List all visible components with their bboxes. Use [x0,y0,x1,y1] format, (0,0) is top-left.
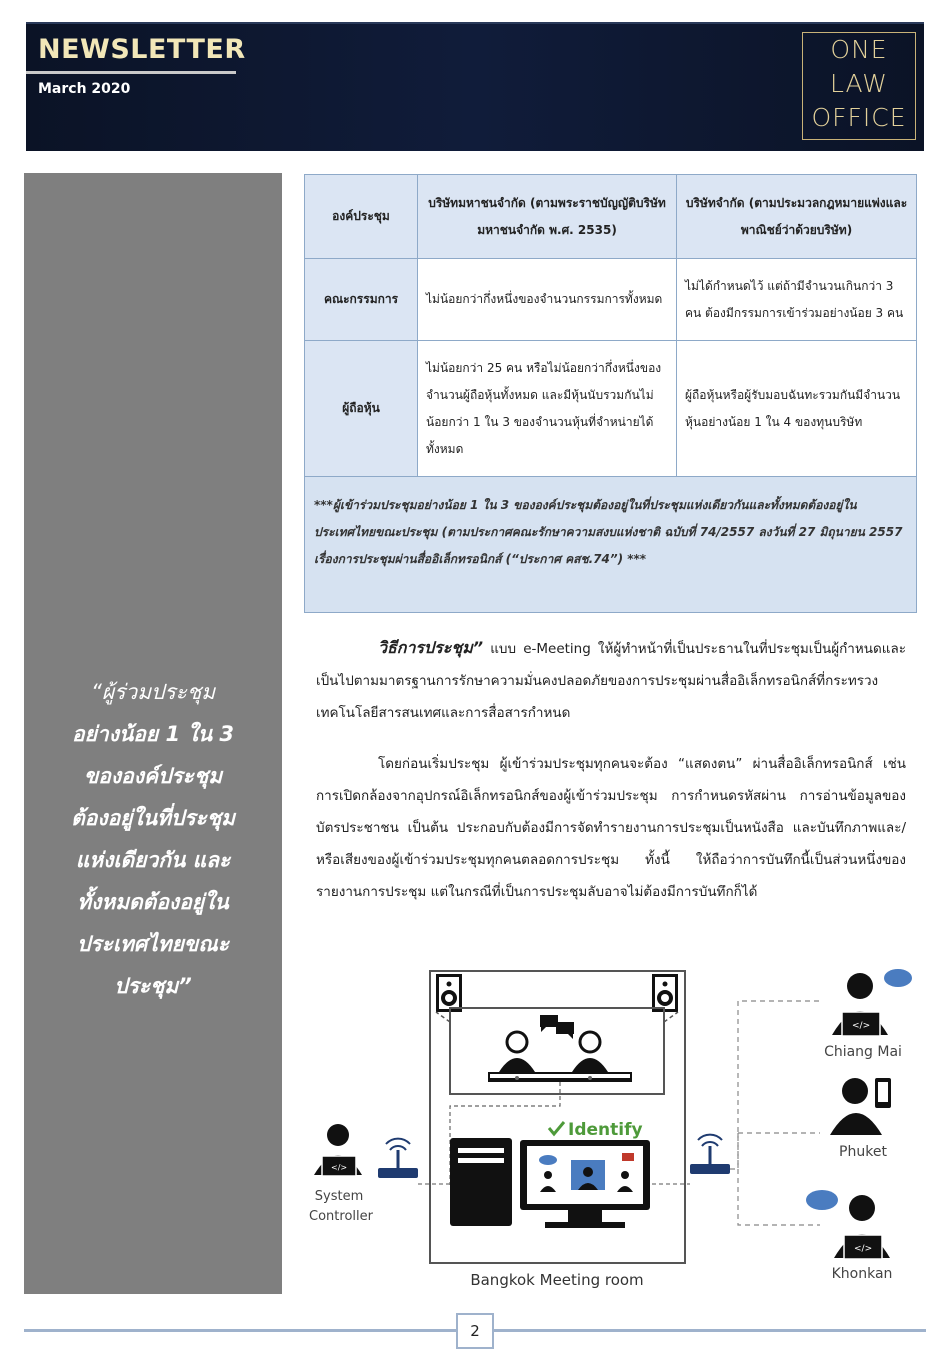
quote-line: อย่างน้อย 1 ใน 3 [71,722,234,746]
speaker-right-icon [652,974,678,1012]
system-controller-label-1: System [314,1189,364,1204]
svg-text:</>: </> [331,1163,348,1172]
sidebar-quote-panel [24,173,282,1294]
logo-line-office: OFFICE [811,103,907,132]
title-underline [26,71,236,74]
table-header-cell: บริษัทจำกัด (ตามประมวลกฎหมายแพ่งและพาณิชย์ว่าด้วยบริษัท) [677,175,917,259]
check-icon [549,1122,564,1134]
remote-user-phuket-icon [830,1078,891,1135]
quote-line: ต้องอยู่ในที่ประชุม [71,806,235,830]
table-cell: ผู้ถือหุ้นหรือผู้รับมอบฉันทะรวมกันมีจำนวนหุ้นอย่างน้อย 1 ใน 4 ของทุนบริษัท [677,341,917,477]
table-row [305,259,917,341]
quote-line: “ผู้ร่วมประชุม [90,680,216,704]
remote-label-khonkan: Khonkan [831,1266,893,1282]
quote-line: ประเทศไทยขณะ [76,932,230,956]
quote-line: ทั้งหมดต้องอยู่ใน [77,890,229,914]
system-controller-label-2: Controller [309,1209,373,1224]
table-row [305,341,917,477]
identify-label: Identify [568,1120,643,1140]
quote-line: ขององค์ประชุม [83,764,223,788]
table-header-row [305,175,917,259]
logo-line-law: LAW [830,69,888,98]
remote-label-chiang-mai: Chiang Mai [824,1044,902,1060]
quorum-comparison-table [304,174,917,477]
paragraph-text: แบบ e-Meeting ให้ผู้ทำหน้าที่เป็นประธานในที่ประชุมเป็นผู้กำหนดและเป็นไปตามมาตรฐานการรักษาความมั่นคงปลอดภัยของการประชุมผ่านสื่ออิเล็กทรอนิกส์ที่กระทรวงเทคโนโลยีสารสนเทศและการสื่อสารกำหนด [316,641,906,721]
quote-line: ประชุม” [114,974,192,998]
table-row-header: ผู้ถือหุ้น [305,341,418,477]
footer-rule-left [24,1329,456,1332]
quote-line: แห่งเดียวกัน และ [75,848,231,872]
one-law-office-logo [802,32,916,140]
logo-line-one: ONE [830,35,888,64]
newsletter-date: March 2020 [38,81,131,97]
computer-tower-icon [450,1138,512,1226]
table-footnote: ***ผู้เข้าร่วมประชุมอย่างน้อย 1 ใน 3 ขององค์ประชุมต้องอยู่ในที่ประชุมแห่งเดียวกันและทั้งหมดต้องอยู่ในประเทศไทยขณะประชุม (ตามประกาศคณะรักษาความสงบแห่งชาติ ฉบับที่ 74/2557 ลงวันที่ 27 มิถุนายน 2557 เรื่องการประชุมผ่านสื่ออิเล็กทรอนิกส์ (“ประกาศ คสช.74”) *** [304,476,917,613]
router-right-icon [690,1135,730,1174]
attendee-left-icon [499,1032,535,1072]
paragraph-identification: โดยก่อนเริ่มประชุม ผู้เข้าร่วมประชุมทุกคนจะต้อง “แสดงตน” ผ่านสื่ออิเล็กทรอนิกส์ เช่น การเปิดกล้องจากอุปกรณ์อิเล็กทรอนิกส์ของผู้เข้าร่วมประชุม การกำหนดรหัสผ่าน การอ่านข้อมูลของบัตรประชาชน เป็นต้น ประกอบกับต้องมีการจัดทำรายงานการประชุมเป็นหนังสือ และบันทึกภาพและ/หรือเสียงของผู้เข้าร่วมประชุมทุกคนตลอดการประชุม ทั้งนี้ ให้ถือว่าการบันทึกนี้เป็นส่วนหนึ่งของรายงานการประชุม แต่ในกรณีที่เป็นการประชุมลับอาจไม่ต้องมีการบันทึกก็ได้ [316,756,906,900]
table-header-cell: บริษัทมหาชนจำกัด (ตามพระราชบัญญัติบริษัทมหาชนจำกัด พ.ศ. 2535) [418,175,677,259]
attendee-right-icon [572,1032,608,1072]
table-cell: ไม่ได้กำหนดไว้ แต่ถ้ามีจำนวนเกินกว่า 3 คน ต้องมีกรรมการเข้าร่วมอย่างน้อย 3 คน [677,259,917,341]
svg-text:</>: </> [852,1021,871,1031]
paragraph-meeting-method [316,632,906,729]
chat-bubbles-icon [540,1015,574,1039]
router-left-icon [378,1139,418,1178]
e-meeting-diagram [300,960,922,1295]
system-controller-icon [314,1124,362,1176]
newsletter-header [26,22,924,151]
table-row-header: คณะกรรมการ [305,259,418,341]
pull-quote [24,671,282,1007]
svg-text:</>: </> [854,1244,873,1254]
table-cell: ไม่น้อยกว่ากึ่งหนึ่งของจำนวนกรรมการทั้งหมด [418,259,677,341]
speaker-left-icon [436,974,462,1012]
table-header-cell: องค์ประชุม [305,175,418,259]
paragraph-lead: วิธีการประชุม” [378,638,484,657]
remote-label-phuket: Phuket [839,1144,887,1160]
meeting-room-label: Bangkok Meeting room [470,1271,644,1289]
record-camera-icon [622,1153,634,1161]
footer-rule-right [494,1329,926,1332]
page-number: 2 [456,1313,494,1349]
remote-user-chiang-mai-icon [832,969,912,1036]
table-cell: ไม่น้อยกว่า 25 คน หรือไม่น้อยกว่ากึ่งหนึ่งของจำนวนผู้ถือหุ้นทั้งหมด และมีหุ้นนับรวมกันไม่น้อยกว่า 1 ใน 3 ของจำนวนหุ้นที่จำหน่ายได้ทั้งหมด [418,341,677,477]
newsletter-title: NEWSLETTER [38,34,246,65]
